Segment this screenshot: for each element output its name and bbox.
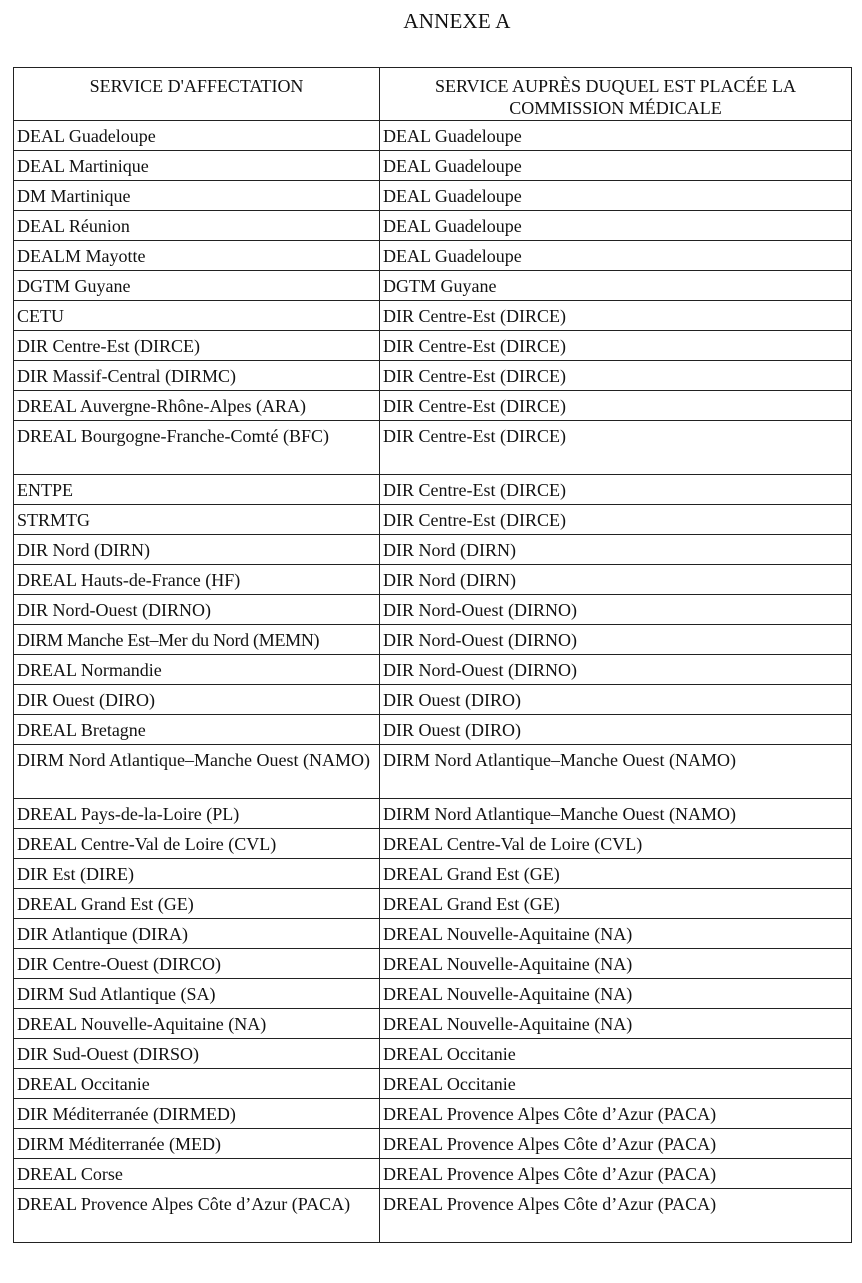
commission-cell: DREAL Grand Est (GE) [380, 859, 852, 889]
table-row [14, 475, 852, 505]
affectation-cell: DEAL Guadeloupe [14, 121, 380, 151]
commission-cell: DIR Centre-Est (DIRCE) [380, 301, 852, 331]
table-row [14, 685, 852, 715]
affectation-cell: DEALM Mayotte [14, 241, 380, 271]
table-row [14, 181, 852, 211]
affectation-cell: ENTPE [14, 475, 380, 505]
table-row [14, 391, 852, 421]
commission-cell: DIR Ouest (DIRO) [380, 685, 852, 715]
table-row [14, 889, 852, 919]
affectation-cell: CETU [14, 301, 380, 331]
table-body [14, 121, 852, 1243]
table-row [14, 1129, 852, 1159]
commission-cell: DGTM Guyane [380, 271, 852, 301]
affectation-cell: DIR Nord-Ouest (DIRNO) [14, 595, 380, 625]
table-row [14, 535, 852, 565]
affectation-cell: DIRM Sud Atlantique (SA) [14, 979, 380, 1009]
commission-cell: DREAL Grand Est (GE) [380, 889, 852, 919]
commission-cell: DREAL Nouvelle-Aquitaine (NA) [380, 1009, 852, 1039]
table-row [14, 565, 852, 595]
affectation-cell: DIR Nord (DIRN) [14, 535, 380, 565]
affectation-cell: DREAL Bourgogne-Franche-Comté (BFC) [14, 421, 380, 475]
affectation-cell: DEAL Réunion [14, 211, 380, 241]
commission-cell: DIR Centre-Est (DIRCE) [380, 475, 852, 505]
commission-cell: DEAL Guadeloupe [380, 181, 852, 211]
table-row [14, 301, 852, 331]
table-header-row [14, 68, 852, 121]
affectation-cell: DREAL Hauts-de-France (HF) [14, 565, 380, 595]
table-row [14, 919, 852, 949]
table-row [14, 421, 852, 475]
commission-cell: DIR Ouest (DIRO) [380, 715, 852, 745]
commission-cell: DEAL Guadeloupe [380, 121, 852, 151]
table-row [14, 655, 852, 685]
commission-cell: DREAL Provence Alpes Côte d’Azur (PACA) [380, 1099, 852, 1129]
affectation-cell: DREAL Provence Alpes Côte d’Azur (PACA) [14, 1189, 380, 1243]
affectation-cell: DREAL Bretagne [14, 715, 380, 745]
affectation-cell: DIRM Méditerranée (MED) [14, 1129, 380, 1159]
commission-cell: DREAL Provence Alpes Côte d’Azur (PACA) [380, 1159, 852, 1189]
commission-cell: DIR Nord (DIRN) [380, 535, 852, 565]
header-service-commission: SERVICE AUPRÈS DUQUEL EST PLACÉE LA COMMISSION MÉDICALE [380, 68, 852, 121]
table-row [14, 979, 852, 1009]
table-row [14, 715, 852, 745]
affectation-cell: DREAL Centre-Val de Loire (CVL) [14, 829, 380, 859]
affectation-cell: DREAL Auvergne-Rhône-Alpes (ARA) [14, 391, 380, 421]
table-row [14, 151, 852, 181]
commission-cell: DREAL Nouvelle-Aquitaine (NA) [380, 949, 852, 979]
commission-cell: DIR Centre-Est (DIRCE) [380, 505, 852, 535]
affectation-cell: DM Martinique [14, 181, 380, 211]
commission-cell: DREAL Provence Alpes Côte d’Azur (PACA) [380, 1189, 852, 1243]
table-row [14, 241, 852, 271]
commission-cell: DIRM Nord Atlantique–Manche Ouest (NAMO) [380, 799, 852, 829]
commission-cell: DIR Centre-Est (DIRCE) [380, 361, 852, 391]
affectation-cell: DIR Méditerranée (DIRMED) [14, 1099, 380, 1129]
table-row [14, 271, 852, 301]
commission-cell: DIR Nord (DIRN) [380, 565, 852, 595]
commission-cell: DIR Centre-Est (DIRCE) [380, 421, 852, 475]
header-service-affectation: SERVICE D'AFFECTATION [14, 68, 380, 121]
commission-cell: DIR Centre-Est (DIRCE) [380, 391, 852, 421]
commission-cell: DEAL Guadeloupe [380, 241, 852, 271]
table-row [14, 211, 852, 241]
table-row [14, 595, 852, 625]
commission-cell: DIRM Nord Atlantique–Manche Ouest (NAMO) [380, 745, 852, 799]
table-row [14, 1039, 852, 1069]
commission-cell: DIR Centre-Est (DIRCE) [380, 331, 852, 361]
affectation-cell: DIR Est (DIRE) [14, 859, 380, 889]
table-row [14, 1009, 852, 1039]
affectation-cell: DREAL Grand Est (GE) [14, 889, 380, 919]
commission-cell: DEAL Guadeloupe [380, 151, 852, 181]
affectation-cell: STRMTG [14, 505, 380, 535]
commission-cell: DIR Nord-Ouest (DIRNO) [380, 625, 852, 655]
table-row [14, 331, 852, 361]
affectation-cell: DREAL Occitanie [14, 1069, 380, 1099]
commission-cell: DREAL Occitanie [380, 1039, 852, 1069]
affectation-cell: DIR Centre-Est (DIRCE) [14, 331, 380, 361]
affectation-cell: DREAL Corse [14, 1159, 380, 1189]
table-row [14, 625, 852, 655]
affectation-cell: DIR Sud-Ouest (DIRSO) [14, 1039, 380, 1069]
affectation-cell: DIR Ouest (DIRO) [14, 685, 380, 715]
table-row [14, 1099, 852, 1129]
page-title: ANNEXE A [403, 9, 511, 33]
commission-cell: DIR Nord-Ouest (DIRNO) [380, 595, 852, 625]
affectation-cell: DGTM Guyane [14, 271, 380, 301]
affectation-cell: DIRM Manche Est–Mer du Nord (MEMN) [14, 625, 380, 655]
table-row [14, 121, 852, 151]
commission-cell: DIR Nord-Ouest (DIRNO) [380, 655, 852, 685]
affectation-cell: DIR Centre-Ouest (DIRCO) [14, 949, 380, 979]
affectation-cell: DIR Massif-Central (DIRMC) [14, 361, 380, 391]
commission-cell: DREAL Centre-Val de Loire (CVL) [380, 829, 852, 859]
commission-cell: DREAL Nouvelle-Aquitaine (NA) [380, 979, 852, 1009]
affectation-cell: DREAL Nouvelle-Aquitaine (NA) [14, 1009, 380, 1039]
table-row [14, 505, 852, 535]
affectation-cell: DREAL Normandie [14, 655, 380, 685]
commission-cell: DREAL Provence Alpes Côte d’Azur (PACA) [380, 1129, 852, 1159]
table-row [14, 1189, 852, 1243]
affectation-cell: DIR Atlantique (DIRA) [14, 919, 380, 949]
commission-cell: DREAL Nouvelle-Aquitaine (NA) [380, 919, 852, 949]
table-row [14, 745, 852, 799]
affectation-cell: DIRM Nord Atlantique–Manche Ouest (NAMO) [14, 745, 380, 799]
table-row [14, 799, 852, 829]
annex-table [13, 67, 852, 1243]
table-row [14, 949, 852, 979]
table-row [14, 859, 852, 889]
table-row [14, 361, 852, 391]
affectation-cell: DREAL Pays-de-la-Loire (PL) [14, 799, 380, 829]
commission-cell: DREAL Occitanie [380, 1069, 852, 1099]
table-row [14, 1159, 852, 1189]
table-row [14, 829, 852, 859]
table-row [14, 1069, 852, 1099]
commission-cell: DEAL Guadeloupe [380, 211, 852, 241]
affectation-cell: DEAL Martinique [14, 151, 380, 181]
